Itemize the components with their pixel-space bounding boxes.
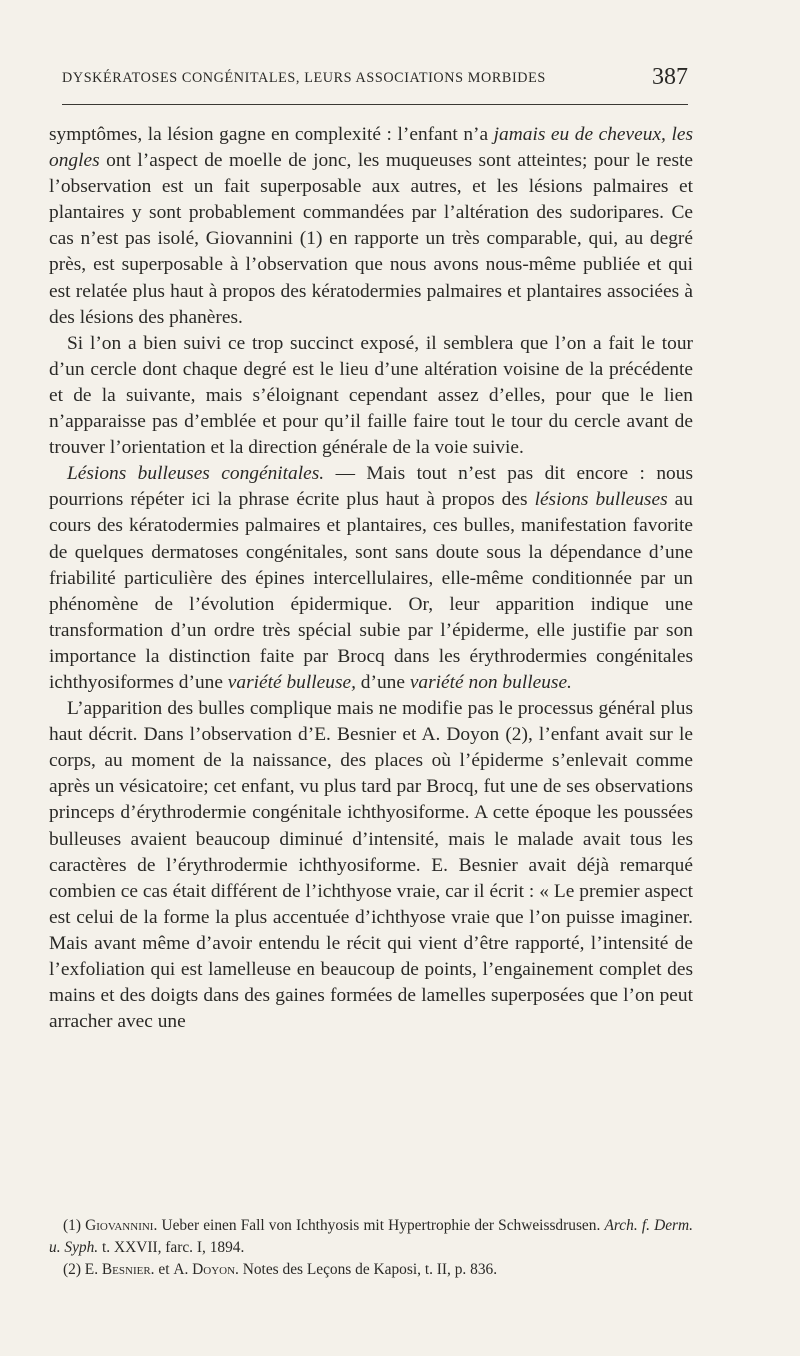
p1-text-a: symptômes, la lésion gagne en complexité : l’enfant n’a: [49, 124, 494, 145]
footnote-2-text-b: Notes des Leçons de Kaposi, t. II, p. 836.: [238, 1261, 498, 1278]
header-rule: [62, 104, 688, 105]
footnote-1: [49, 1215, 693, 1259]
p1-text-c: ont l’aspect de moelle de jonc, les muqueuses sont atteintes; pour le reste l’observation est un fait superposable aux autres, et les lésions palmaires et plantaires y sont probablement commandées par l’altération des sudoripares. Ce cas n’est pas isolé, Giovannini (1) en rapporte un très comparable, qui, au degré près, est superposable à l’observation que nous avons nous-même publiée et qui est relatée plus haut à propos des kératodermies palmaires et plantaires associées à des lésions des phanères.: [49, 150, 693, 328]
p3-italic-e: variété bulleuse,: [227, 671, 356, 693]
footnote-2-marker: (2): [63, 1261, 85, 1278]
p3-italic-c: lésions bulleuses: [534, 489, 668, 511]
p3-text-f: d’une: [355, 671, 410, 693]
paragraph-4: L’apparition des bulles complique mais ne modifie pas le processus général plus haut décrit. Dans l’observation d’E. Besnier et A. Doyon (2), l’enfant avait sur le corps, au moment de la naissance, des places où l’épiderme s’enlevait comme après un vésicatoire; cet enfant, vu plus tard par Brocq, fut une de ses observations princeps d’érythrodermie congénitale ichthyosiforme. A cette époque les poussées bulleuses avaient beaucoup diminué d’intensité, mais le malade avait tous les caractères de l’érythrodermie ichthyosiforme. E. Besnier avait déjà remarqué combien ce cas était différent de l’ichthyose vraie, car il écrit : « Le premier aspect est celui de la forme la plus accentuée d’ichthyose vraie que l’on puisse imaginer. Mais avant même d’avoir entendu le récit qui vient d’être rapporté, l’intensité de l’exfoliation qui est lamelleuse en beaucoup de points, l’engainement complet des mains et des doigts dans des gaines formées de lamelles superposées que l’on peut arracher avec une: [49, 698, 693, 1033]
p1-italic: jamais eu de cheveux, les ongles: [49, 124, 693, 172]
footnote-2-author-2: A. Doyon.: [173, 1261, 239, 1278]
body-text: [49, 122, 693, 1035]
running-head: [62, 66, 692, 94]
paragraph-3: [49, 461, 693, 696]
section-heading-lesions-bulleuses: Lésions bulleuses congénitales.: [67, 463, 325, 485]
footnotes: [49, 1215, 693, 1281]
p3-text-b: — Mais tout n’est pas dit encore : nous pourrions répéter ici la phrase écrite plus haut à propos des: [49, 463, 693, 511]
footnote-2: [49, 1259, 693, 1281]
footnote-2-text-a: et: [154, 1261, 174, 1278]
footnote-1-journal: Arch. f. Derm. u. Syph.: [49, 1217, 693, 1256]
p3-italic-g: variété non bulleuse.: [409, 671, 572, 693]
paragraph-1: [49, 122, 693, 331]
footnote-1-text-a: Ueber einen Fall von Ichthyosis mit Hypertrophie der Schweissdrusen.: [157, 1217, 605, 1234]
page-number: 387: [652, 64, 688, 90]
footnote-1-text-b: t. XXVII, farc. I, 1894.: [98, 1239, 245, 1256]
footnote-2-author-1: E. Besnier.: [84, 1261, 155, 1278]
paragraph-2: Si l’on a bien suivi ce trop succinct exposé, il semblera que l’on a fait le tour d’un cercle dont chaque degré est le lieu d’une altération voisine de la précédente et de la suivante, mais s’éloignant cependant assez d’elles, pour que le lien n’apparaisse pas d’emblée et pour qu’il faille faire tout le tour du cercle avant de trouver l’orientation et la direction générale de la voie suivie.: [49, 332, 693, 459]
footnote-1-marker: (1): [63, 1217, 86, 1234]
running-title: DYSKÉRATOSES CONGÉNITALES, LEURS ASSOCIATIONS MORBIDES: [62, 70, 546, 86]
footnote-1-author: Giovannini.: [85, 1217, 158, 1234]
p3-text-d: au cours des kératodermies palmaires et plantaires, ces bulles, manifestation favorite de quelques dermatoses congénitales, sont sans doute sous la dépendance d’une friabilité particulière des épines intercellulaires, elle-même conditionnée par un phénomène de l’évolution épidermique. Or, leur apparition indique une transformation d’un ordre très spécial subie par l’épiderme, elle justifie par son importance la distinction faite par Brocq dans les érythrodermies congénitales ichthyosiformes d’une: [49, 489, 693, 693]
